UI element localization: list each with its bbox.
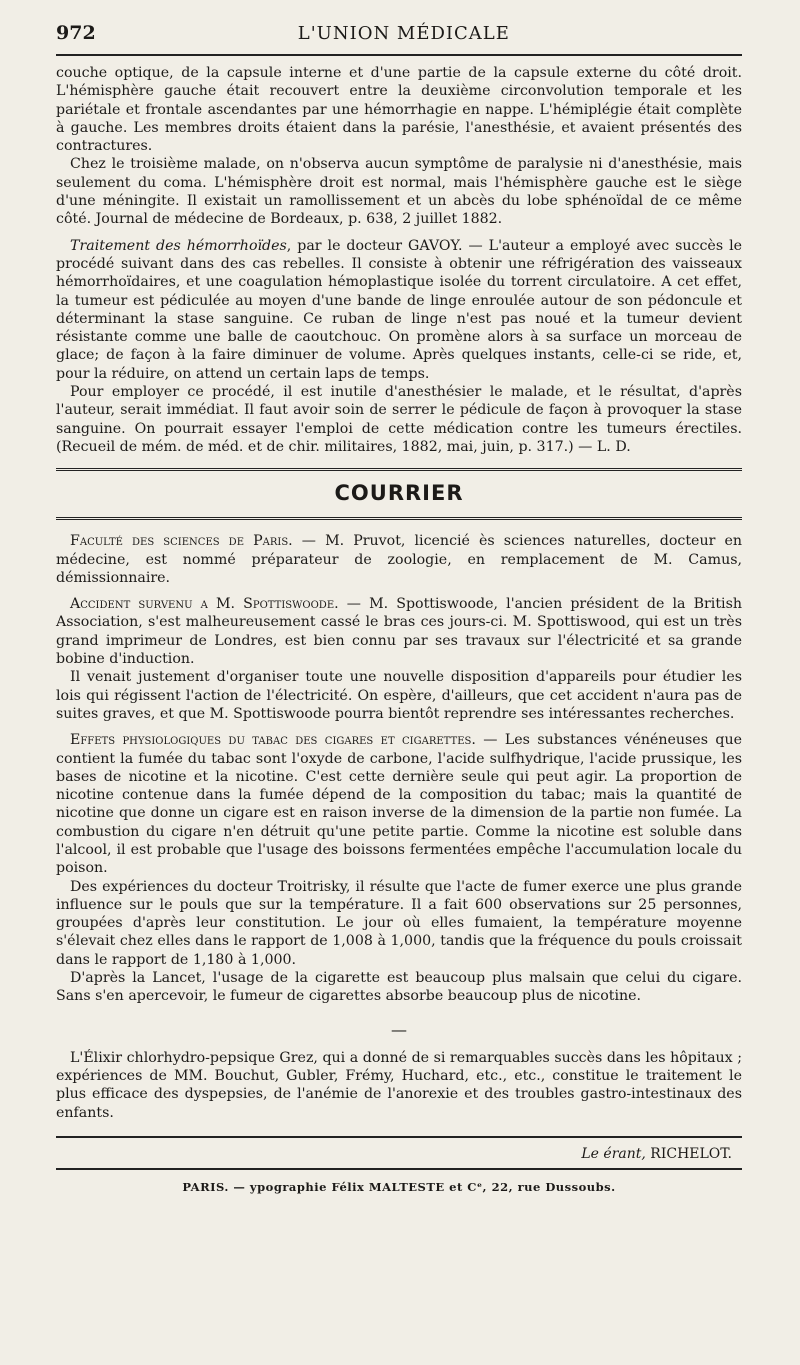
news-accident	[56, 595, 742, 668]
news-tabac	[56, 731, 742, 877]
gerant-label: Le érant,	[581, 1145, 646, 1162]
printer-imprint: PARIS. — ypographie Félix MALTESTE et Cᵉ, 22, rue Dussoubs.	[182, 1179, 616, 1194]
news-lead-tabac: Effets physiologiques du tabac des cigares et cigarettes.	[70, 732, 476, 749]
paragraph-hemorrhoides-2: Pour employer ce procédé, il est inutile d'anesthésier le malade, et le résultat, d'après l'auteur, serait immédiat. Il faut avoir soin de serrer le pédicule de façon à provoquer la stase sanguine. On pourrait essayer l'emploi de cette médication contre les tumeurs érectiles. (Recueil de mém. de méd. et de chir. militaires, 1882, mai, juin, p. 317.) — L. D.	[56, 384, 742, 455]
header-rule	[56, 54, 742, 56]
news-tabac-2: Des expériences du docteur Troitrisky, il résulte que l'acte de fumer exerce une plus grande influence sur le pouls que sur la température. Il a fait 600 observations sur 25 personnes, groupées d'après leur constitution. Le jour où elles fumaient, la température moyenne s'élevait chez elles dans le rapport de 1,008 à 1,000, tandis que la fréquence du pouls croissait dans le rapport de 1,180 à 1,000.	[56, 878, 742, 968]
article-author: , par le docteur GAVOY.	[286, 237, 463, 254]
paragraph-third-patient: Chez le troisième malade, on n'observa aucun symptôme de paralysie ni d'anesthésie, mais seulement du coma. L'hémisphère droit est normal, mais l'hémisphère gauche est le siège d'une méningite. Il existait un ramollissement et un abcès du lobe sphénoïdal de ce même côté. Journal de médecine de Bordeaux, p. 638, 2 juillet 1882.	[56, 156, 742, 228]
news-lead-faculte: Faculté des sciences de Paris.	[70, 533, 293, 550]
news-tabac-3: D'après la Lancet, l'usage de la cigarette est beaucoup plus malsain que celui du cigare. Sans s'en apercevoir, le fumeur de cigarettes absorbe beaucoup plus de nicotine.	[56, 970, 742, 1005]
section-rule-bottom	[56, 517, 742, 520]
gerant-name: RICHELOT.	[650, 1145, 732, 1162]
news-lead-accident: Accident survenu a M. Spottiswoode.	[70, 596, 339, 613]
news-text-tabac: — Les substances vénéneuses que contient la fumée du tabac sont l'oxyde de carbone, l'acide sulfhydrique, l'acide prussique, les bases de nicotine et la nicotine. C'est cette dernière seule qui peut agir. La proportion de nicotine contenue dans la fumée dépend de la composition du tabac; mais la quantité de nicotine que donne un cigare est en raison inverse de la dimension de la partie non fumée. La combustion du cigare n'en détruit qu'une petite partie. Comme la nicotine est soluble dans l'alcool, il est probable que l'usage des boissons fermentées empêche l'accumulation locale du poison.	[56, 732, 742, 877]
news-faculte	[56, 532, 742, 587]
paragraph-hemorrhoides	[56, 237, 742, 383]
footer-rule-2	[56, 1168, 742, 1170]
footer-rule	[56, 1136, 742, 1138]
section-title-courrier: COURRIER	[334, 481, 464, 506]
paragraph-capsule: couche optique, de la capsule interne et d'une partie de la capsule externe du côté droit. L'hémisphère gauche était recouvert entre la deuxième circonvolution temporale et les pariétale et frontale ascendantes par une hémorrhagie en nappe. L'hémiplégie était complète à gauche. Les membres droits étaient dans la parésie, l'anesthésie, et avaient présentés des contractures.	[56, 65, 742, 155]
page-header	[56, 22, 742, 48]
article-body: — L'auteur a employé avec succès le procédé suivant dans des cas rebelles. Il consiste à obtenir une réfrigération des vaisseaux hémorrhoïdaires, et une coagulation hémoplastique isolée du torrent circulatoire. A cet effet, la tumeur est pédiculée au moyen d'une bande de linge enroulée autour de son pédoncule et déterminant la stase sanguine. Ce ruban de linge n'est pas noué et la tumeur devient résistante comme une balle de caoutchouc. On promène alors à sa surface un morceau de glace; de façon à la faire diminuer de volume. Après quelques instants, celle-ci se ride, et, pour la réduire, on attend un certain laps de temps.	[56, 237, 743, 382]
page-number: 972	[56, 22, 96, 44]
spacer	[56, 723, 742, 731]
news-accident-2: Il venait justement d'organiser toute une nouvelle disposition d'appareils pour étudier les lois qui régissent l'action de l'électricité. On espère, d'ailleurs, que cet accident n'aura pas de suites graves, et que M. Spottiswoode pourra bientôt reprendre ses intéressantes recherches.	[56, 669, 742, 722]
advert-elixir: L'Élixir chlorhydro-pepsique Grez, qui a donné de si remarquables succès dans les hôpitaux ; expériences de MM. Bouchut, Gubler, Frémy, Huchard, etc., etc., constitue le traitement le plus efficace des dyspepsies, de l'anémie de l'anorexie et des troubles gastro-intestinaux des enfants.	[56, 1049, 742, 1121]
section-rule	[56, 468, 742, 471]
article-title-hemorrhoides: Traitement des hémorrhoïdes	[70, 237, 287, 254]
journal-title: L'UNION MÉDICALE	[297, 23, 510, 44]
gerant-signature	[56, 1146, 732, 1162]
news-text-faculte: — M. Pruvot, licencié ès sciences naturelles, docteur en médecine, est nommé préparateur de zoologie, en remplacement de M. Camus, démissionnaire.	[56, 533, 742, 586]
news-text-accident: — M. Spottiswoode, l'ancien président de la British Association, s'est malheureusement cassé le bras ces jours-ci. M. Spottiswood, qui est un très grand imprimeur de Londres, est bien connu par ses travaux sur l'électricité et sa grande bobine d'induction.	[56, 596, 742, 668]
spacer	[56, 587, 742, 595]
spacer	[56, 229, 742, 237]
center-dash: —	[391, 1019, 407, 1039]
